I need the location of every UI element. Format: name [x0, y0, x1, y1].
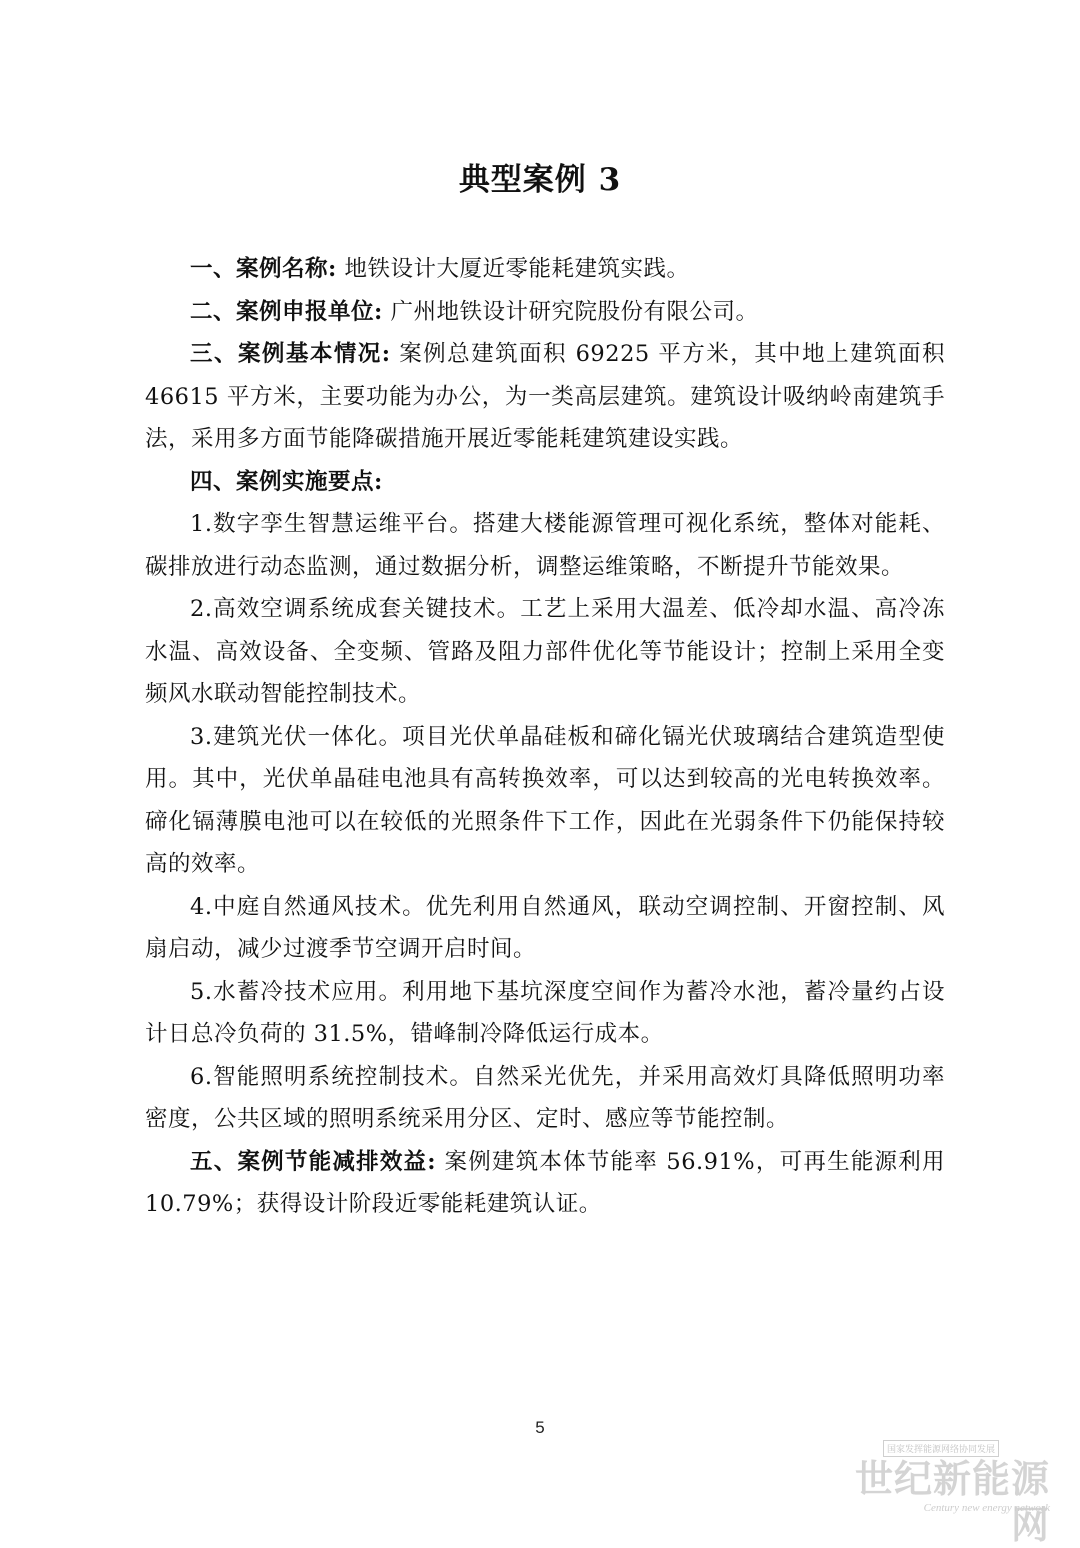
section-heading: 四、案例实施要点:: [190, 468, 383, 495]
paragraph-item-4: 4.中庭自然通风技术。优先利用自然通风，联动空调控制、开窗控制、风扇启动，减少过渡季节空调开启时间。: [145, 893, 945, 962]
section-heading: 五、案例节能减排效益:: [190, 1148, 437, 1175]
section-text: 案例建筑本体节能率 56.91%，可再生能源利用 10.79%；获得设计阶段近零能耗建筑认证。: [145, 1148, 945, 1217]
section-basic-info: [145, 333, 945, 461]
section-benefits: [145, 1141, 945, 1226]
section-applicant: [145, 291, 945, 334]
watermark-english-text: Century new energy network: [923, 1502, 1050, 1514]
section-text: 地铁设计大厦近零能耗建筑实践。: [344, 256, 690, 282]
section-case-name: [145, 248, 945, 291]
section-heading: 三、案例基本情况:: [190, 341, 391, 367]
watermark-logo: [835, 1440, 1050, 1547]
page-title: 典型案例 3: [458, 162, 622, 198]
paragraph-item-1: 1.数字孪生智慧运维平台。搭建大楼能源管理可视化系统，整体对能耗、碳排放进行动态监测，通过数据分析，调整运维策略，不断提升节能效果。: [145, 511, 945, 580]
paragraph-item-5: 5.水蓄冷技术应用。利用地下基坑深度空间作为蓄冷水池，蓄冷量约占设计日总冷负荷的 31.5%，错峰制冷降低运行成本。: [145, 978, 945, 1047]
section-text: 广州地铁设计研究院股份有限公司。: [390, 298, 759, 325]
document-body: [145, 248, 945, 1226]
section-text: 案例总建筑面积 69225 平方米，其中地上建筑面积 46615 平方米，主要功能为办公，为一类高层建筑。建筑设计吸纳岭南建筑手法，采用多方面节能降碳措施开展近零能耗建筑建设实践。: [145, 341, 945, 452]
watermark-main-text: 世纪新能源网: [854, 1457, 1050, 1547]
page-number: 5: [535, 1418, 545, 1437]
section-key-points: [145, 461, 945, 504]
section-heading: 二、案例申报单位:: [190, 298, 383, 325]
paragraph-item-2: 2.高效空调系统成套关键技术。工艺上采用大温差、低冷却水温、高冷冻水温、高效设备、全变频、管路及阻力部件优化等节能设计；控制上采用全变频风水联动智能控制技术。: [145, 596, 945, 707]
watermark-top-text: 国家发挥能源网络协同发展: [883, 1440, 999, 1457]
section-heading: 一、案例名称:: [190, 256, 337, 282]
paragraph-item-3: 3.建筑光伏一体化。项目光伏单晶硅板和碲化镉光伏玻璃结合建筑造型使用。其中，光伏单晶硅电池具有高转换效率，可以达到较高的光电转换效率。碲化镉薄膜电池可以在较低的光照条件下工作，因此在光弱条件下仍能保持较高的效率。: [145, 723, 945, 877]
paragraph-item-6: 6.智能照明系统控制技术。自然采光优先，并采用高效灯具降低照明功率密度，公共区域的照明系统采用分区、定时、感应等节能控制。: [145, 1063, 945, 1132]
